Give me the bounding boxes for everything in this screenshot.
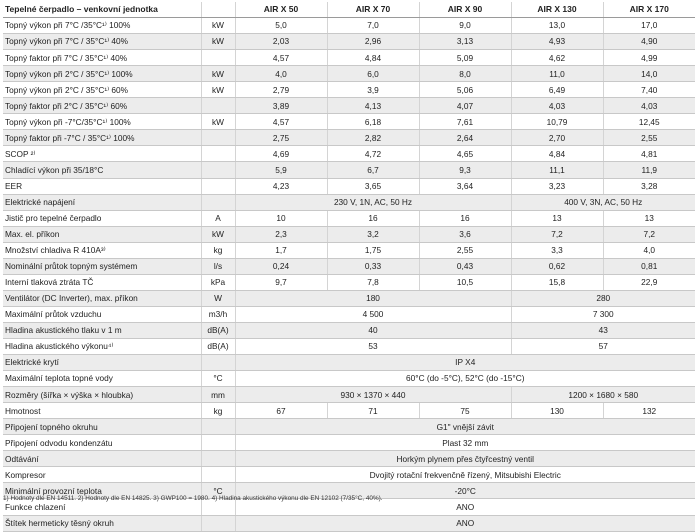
merged-value-cell: 1200 × 1680 × 580: [511, 387, 695, 403]
value-cell: 4,57: [235, 114, 327, 130]
row-unit: dB(A): [201, 338, 235, 354]
row-unit: [201, 162, 235, 178]
value-cell: 4,03: [603, 98, 695, 114]
table-row: [3, 34, 695, 50]
value-cell: 3,2: [327, 226, 419, 242]
row-label: Topný faktor při 2°C / 35°C¹⁾ 60%: [3, 98, 201, 114]
merged-value-cell: 53: [235, 338, 511, 354]
row-label: Připojení topného okruhu: [3, 419, 201, 435]
value-cell: 10,79: [511, 114, 603, 130]
value-cell: 6,18: [327, 114, 419, 130]
header-model: AIR X 130: [511, 2, 603, 18]
row-label: Minimální provozní teplota: [3, 483, 201, 499]
value-cell: 4,90: [603, 34, 695, 50]
row-label: Hladina akustického tlaku v 1 m: [3, 322, 201, 338]
value-cell: 7,40: [603, 82, 695, 98]
merged-value-cell: Dvojitý rotační frekvenčně řízený, Mitsubishi Electric: [235, 467, 695, 483]
value-cell: 10: [235, 210, 327, 226]
value-cell: 13: [511, 210, 603, 226]
value-cell: 3,64: [419, 178, 511, 194]
table-row: [3, 435, 695, 451]
value-cell: 4,72: [327, 146, 419, 162]
value-cell: 5,9: [235, 162, 327, 178]
row-unit: m3/h: [201, 306, 235, 322]
value-cell: 9,7: [235, 274, 327, 290]
table-row: [3, 387, 695, 403]
value-cell: 22,9: [603, 274, 695, 290]
table-row: [3, 419, 695, 435]
merged-value-cell: 4 500: [235, 306, 511, 322]
value-cell: 9,3: [419, 162, 511, 178]
table-row: [3, 306, 695, 322]
row-unit: kW: [201, 114, 235, 130]
row-unit: °C: [201, 483, 235, 499]
merged-value-cell: 40: [235, 322, 511, 338]
value-cell: 75: [419, 403, 511, 419]
table-row: [3, 146, 695, 162]
value-cell: 3,89: [235, 98, 327, 114]
value-cell: 10,5: [419, 274, 511, 290]
value-cell: 6,0: [327, 66, 419, 82]
value-cell: 130: [511, 403, 603, 419]
value-cell: 4,69: [235, 146, 327, 162]
value-cell: 5,09: [419, 50, 511, 66]
value-cell: 15,8: [511, 274, 603, 290]
value-cell: 11,0: [511, 66, 603, 82]
row-label: Topný výkon při 2°C / 35°C¹⁾ 100%: [3, 66, 201, 82]
row-label: Ventilátor (DC Inverter), max. příkon: [3, 290, 201, 306]
row-unit: °C: [201, 371, 235, 387]
value-cell: 16: [419, 210, 511, 226]
row-unit: [201, 355, 235, 371]
spec-table: [3, 2, 695, 532]
merged-value-cell: 180: [235, 290, 511, 306]
value-cell: 2,70: [511, 130, 603, 146]
value-cell: 3,9: [327, 82, 419, 98]
row-label: EER: [3, 178, 201, 194]
header-model: AIR X 70: [327, 2, 419, 18]
header-unit: [201, 2, 235, 18]
merged-value-cell: 930 × 1370 × 440: [235, 387, 511, 403]
merged-value-cell: IP X4: [235, 355, 695, 371]
value-cell: 7,0: [327, 18, 419, 34]
row-unit: [201, 130, 235, 146]
value-cell: 4,93: [511, 34, 603, 50]
value-cell: 2,75: [235, 130, 327, 146]
row-label: Elektrické napájení: [3, 194, 201, 210]
row-unit: kg: [201, 403, 235, 419]
row-unit: l/s: [201, 258, 235, 274]
row-label: Topný výkon při 7°C / 35°C¹⁾ 40%: [3, 34, 201, 50]
value-cell: 1,7: [235, 242, 327, 258]
table-row: [3, 162, 695, 178]
value-cell: 2,64: [419, 130, 511, 146]
row-label: Hladina akustického výkonu⁴⁾: [3, 338, 201, 354]
row-unit: [201, 178, 235, 194]
value-cell: 12,45: [603, 114, 695, 130]
value-cell: 2,3: [235, 226, 327, 242]
value-cell: 8,0: [419, 66, 511, 82]
value-cell: 7,2: [603, 226, 695, 242]
value-cell: 4,62: [511, 50, 603, 66]
value-cell: 3,65: [327, 178, 419, 194]
merged-value-cell: 60°C (do -5°C), 52°C (do -15°C): [235, 371, 695, 387]
merged-value-cell: 400 V, 3N, AC, 50 Hz: [511, 194, 695, 210]
row-unit: dB(A): [201, 322, 235, 338]
table-row: [3, 242, 695, 258]
table-row: [3, 130, 695, 146]
value-cell: 11,9: [603, 162, 695, 178]
value-cell: 0,24: [235, 258, 327, 274]
merged-value-cell: Plast 32 mm: [235, 435, 695, 451]
table-row: [3, 403, 695, 419]
merged-value-cell: 280: [511, 290, 695, 306]
table-row: [3, 178, 695, 194]
value-cell: 16: [327, 210, 419, 226]
row-unit: [201, 435, 235, 451]
row-unit: kW: [201, 82, 235, 98]
row-unit: [201, 451, 235, 467]
value-cell: 3,23: [511, 178, 603, 194]
row-label: Jistič pro tepelné čerpadlo: [3, 210, 201, 226]
value-cell: 0,81: [603, 258, 695, 274]
value-cell: 4,07: [419, 98, 511, 114]
value-cell: 5,06: [419, 82, 511, 98]
value-cell: 7,61: [419, 114, 511, 130]
row-label: Topný faktor při -7°C / 35°C¹⁾ 100%: [3, 130, 201, 146]
value-cell: 3,3: [511, 242, 603, 258]
merged-value-cell: 7 300: [511, 306, 695, 322]
merged-value-cell: -20°C: [235, 483, 695, 499]
value-cell: 67: [235, 403, 327, 419]
row-unit: kW: [201, 18, 235, 34]
value-cell: 3,28: [603, 178, 695, 194]
value-cell: 3,13: [419, 34, 511, 50]
value-cell: 4,0: [235, 66, 327, 82]
merged-value-cell: ANO: [235, 499, 695, 515]
value-cell: 7,8: [327, 274, 419, 290]
value-cell: 4,84: [511, 146, 603, 162]
header-parameter: Tepelné čerpadlo – venkovní jednotka: [3, 2, 201, 18]
value-cell: 4,84: [327, 50, 419, 66]
merged-value-cell: 57: [511, 338, 695, 354]
value-cell: 6,7: [327, 162, 419, 178]
value-cell: 17,0: [603, 18, 695, 34]
value-cell: 11,1: [511, 162, 603, 178]
value-cell: 4,81: [603, 146, 695, 162]
row-label: Max. el. příkon: [3, 226, 201, 242]
merged-value-cell: 43: [511, 322, 695, 338]
row-label: Rozměry (šířka × výška × hloubka): [3, 387, 201, 403]
value-cell: 5,0: [235, 18, 327, 34]
row-unit: [201, 194, 235, 210]
row-unit: kW: [201, 34, 235, 50]
row-unit: mm: [201, 387, 235, 403]
table-row: [3, 98, 695, 114]
value-cell: 2,55: [603, 130, 695, 146]
row-label: Elektrické krytí: [3, 355, 201, 371]
table-header-row: [3, 2, 695, 18]
row-label: Množství chladiva R 410A³⁾: [3, 242, 201, 258]
value-cell: 2,96: [327, 34, 419, 50]
row-label: Maximální průtok vzduchu: [3, 306, 201, 322]
value-cell: 4,99: [603, 50, 695, 66]
table-row: [3, 515, 695, 531]
value-cell: 4,0: [603, 242, 695, 258]
row-label: Topný výkon při 2°C / 35°C¹⁾ 60%: [3, 82, 201, 98]
value-cell: 2,03: [235, 34, 327, 50]
footnote: 1) Hodnoty dle EN 14511. 2) Hodnoty dle EN 14825. 3) GWP100 = 1980. 4) Hladina akustického výkonu dle EN 12102 (7/35°C, 40%).: [3, 495, 383, 502]
table-row: [3, 290, 695, 306]
value-cell: 7,2: [511, 226, 603, 242]
merged-value-cell: 230 V, 1N, AC, 50 Hz: [235, 194, 511, 210]
value-cell: 0,43: [419, 258, 511, 274]
row-label: Topný výkon při 7°C /35°C¹⁾ 100%: [3, 18, 201, 34]
table-row: [3, 467, 695, 483]
table-row: [3, 114, 695, 130]
row-unit: kPa: [201, 274, 235, 290]
table-row: [3, 226, 695, 242]
value-cell: 9,0: [419, 18, 511, 34]
row-unit: kW: [201, 66, 235, 82]
value-cell: 2,82: [327, 130, 419, 146]
value-cell: 2,55: [419, 242, 511, 258]
value-cell: 132: [603, 403, 695, 419]
row-unit: [201, 515, 235, 531]
value-cell: 3,6: [419, 226, 511, 242]
row-label: Maximální teplota topné vody: [3, 371, 201, 387]
table-row: [3, 355, 695, 371]
row-label: Funkce chlazení: [3, 499, 201, 515]
header-model: AIR X 90: [419, 2, 511, 18]
row-unit: [201, 419, 235, 435]
value-cell: 4,57: [235, 50, 327, 66]
value-cell: 6,49: [511, 82, 603, 98]
value-cell: 0,62: [511, 258, 603, 274]
table-row: [3, 194, 695, 210]
row-label: SCOP ²⁾: [3, 146, 201, 162]
value-cell: 4,65: [419, 146, 511, 162]
row-label: Interní tlaková ztráta TČ: [3, 274, 201, 290]
row-unit: kg: [201, 242, 235, 258]
value-cell: 4,03: [511, 98, 603, 114]
table-row: [3, 451, 695, 467]
row-label: Připojení odvodu kondenzátu: [3, 435, 201, 451]
row-unit: [201, 467, 235, 483]
value-cell: 13: [603, 210, 695, 226]
table-row: [3, 210, 695, 226]
row-label: Odtávání: [3, 451, 201, 467]
table-row: [3, 82, 695, 98]
table-row: [3, 322, 695, 338]
row-label: Chladící výkon při 35/18°C: [3, 162, 201, 178]
header-model: AIR X 170: [603, 2, 695, 18]
row-unit: [201, 146, 235, 162]
row-label: Kompresor: [3, 467, 201, 483]
value-cell: 14,0: [603, 66, 695, 82]
value-cell: 71: [327, 403, 419, 419]
table-body: [3, 18, 695, 532]
value-cell: 4,23: [235, 178, 327, 194]
row-unit: [201, 50, 235, 66]
merged-value-cell: G1" vnější závit: [235, 419, 695, 435]
value-cell: 4,13: [327, 98, 419, 114]
row-label: Hmotnost: [3, 403, 201, 419]
table-row: [3, 371, 695, 387]
table-row: [3, 18, 695, 34]
table-row: [3, 274, 695, 290]
header-model: AIR X 50: [235, 2, 327, 18]
table-row: [3, 338, 695, 354]
merged-value-cell: Horkým plynem přes čtyřcestný ventil: [235, 451, 695, 467]
row-label: Topný výkon při -7°C/35°C¹⁾ 100%: [3, 114, 201, 130]
row-label: Štítek hermeticky těsný okruh: [3, 515, 201, 531]
row-label: Topný faktor při 7°C / 35°C¹⁾ 40%: [3, 50, 201, 66]
value-cell: 13,0: [511, 18, 603, 34]
row-unit: W: [201, 290, 235, 306]
value-cell: 1,75: [327, 242, 419, 258]
row-unit: kW: [201, 226, 235, 242]
value-cell: 0,33: [327, 258, 419, 274]
merged-value-cell: ANO: [235, 515, 695, 531]
table-row: [3, 66, 695, 82]
row-unit: [201, 98, 235, 114]
row-unit: A: [201, 210, 235, 226]
value-cell: 2,79: [235, 82, 327, 98]
table-row: [3, 258, 695, 274]
row-label: Nominální průtok topným systémem: [3, 258, 201, 274]
table-row: [3, 50, 695, 66]
